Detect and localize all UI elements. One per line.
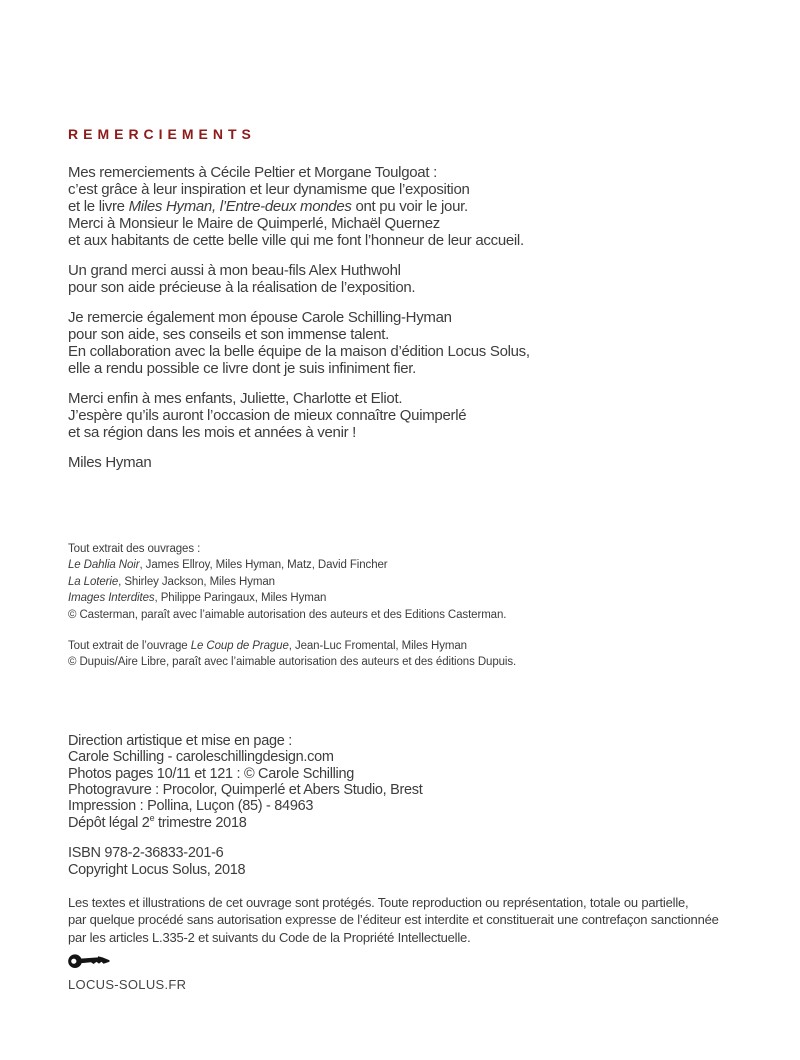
text-line: Carole Schilling - caroleschillingdesign.com [68,749,334,766]
text-line: Tout extrait des ouvrages : [68,543,201,555]
extracts-credit-casterman [68,541,760,623]
text-line: pour son aide, ses conseils et son immense talent. [68,326,390,343]
text-line: pour son aide précieuse à la réalisation de l’exposition. [68,279,416,296]
text-line: La Loterie, Shirley Jackson, Miles Hyman [68,575,275,588]
text-line: elle a rendu possible ce livre dont je suis infiniment fier. [68,360,417,377]
acknowledgement-paragraph-3 [68,309,760,377]
text-line: Je remercie également mon épouse Carole Schilling-Hyman [68,309,452,326]
text-line: Mes remerciements à Cécile Peltier et Morgane Toulgoat : [68,164,437,181]
text-line: Impression : Pollina, Luçon (85) - 84963 [68,798,314,815]
text-line: Direction artistique et mise en page : [68,732,292,749]
publisher-website: LOCUS-SOLUS.FR [68,976,187,992]
text-line: Un grand merci aussi à mon beau-fils Alex Huthwohl [68,262,401,279]
text-line: © Casterman, paraît avec l’aimable autorisation des auteurs et des Editions Casterman. [68,608,507,621]
text-line: et sa région dans les mois et années à venir ! [68,424,357,441]
text-line: Copyright Locus Solus, 2018 [68,861,246,878]
acknowledgement-paragraph-2 [68,262,760,296]
page-title: REMERCIEMENTS [68,126,256,142]
text-line: J’espère qu’ils auront l’occasion de mieux connaître Quimperlé [68,407,467,424]
text-line: Images Interdites, Philippe Paringaux, Miles Hyman [68,592,327,605]
acknowledgement-paragraph-4 [68,390,760,441]
text-line: par quelque procédé sans autorisation expresse de l’éditeur est interdite et constituerait une contrefaçon sanctionnée [68,912,719,928]
text-line: par les articles L.335-2 et suivants du Code de la Propriété Intellectuelle. [68,929,471,945]
text-line: et aux habitants de cette belle ville qui me font l’honneur de leur accueil. [68,232,524,249]
text-line: Les textes et illustrations de cet ouvrage sont protégés. Toute reproduction ou représentation, totale ou partielle, [68,895,689,911]
text-line: ISBN 978-2-36833-201-6 [68,845,224,862]
text-line: Merci enfin à mes enfants, Juliette, Charlotte et Eliot. [68,390,403,407]
text-line: En collaboration avec la belle équipe de la maison d’édition Locus Solus, [68,343,530,360]
legal-notice [68,894,760,946]
acknowledgement-paragraph-1 [68,164,760,249]
text-line: Le Dahlia Noir, James Ellroy, Miles Hyman, Matz, David Fincher [68,559,388,572]
text-line: et le livre Miles Hyman, l’Entre-deux mondes ont pu voir le jour. [68,198,468,215]
author-signature [68,454,760,471]
text-line: Dépôt légal 2e trimestre 2018 [68,813,247,831]
text-line: Photogravure : Procolor, Quimperlé et Abers Studio, Brest [68,782,423,799]
text-line: Photos pages 10/11 et 121 : © Carole Schilling [68,765,354,782]
key-icon [68,953,760,969]
extracts-credit-dupuis [68,638,760,671]
production-credits [68,733,760,831]
text-line: Tout extrait de l’ouvrage Le Coup de Prague, Jean-Luc Fromental, Miles Hyman [68,640,467,653]
isbn-copyright-block [68,845,760,878]
text-line: © Dupuis/Aire Libre, paraît avec l’aimable autorisation des auteurs et des éditions Dupuis. [68,656,517,669]
text-line: c’est grâce à leur inspiration et leur dynamisme que l’exposition [68,181,470,198]
text-line: Miles Hyman [68,454,152,471]
text-line: Merci à Monsieur le Maire de Quimperlé, Michaël Quernez [68,215,440,232]
